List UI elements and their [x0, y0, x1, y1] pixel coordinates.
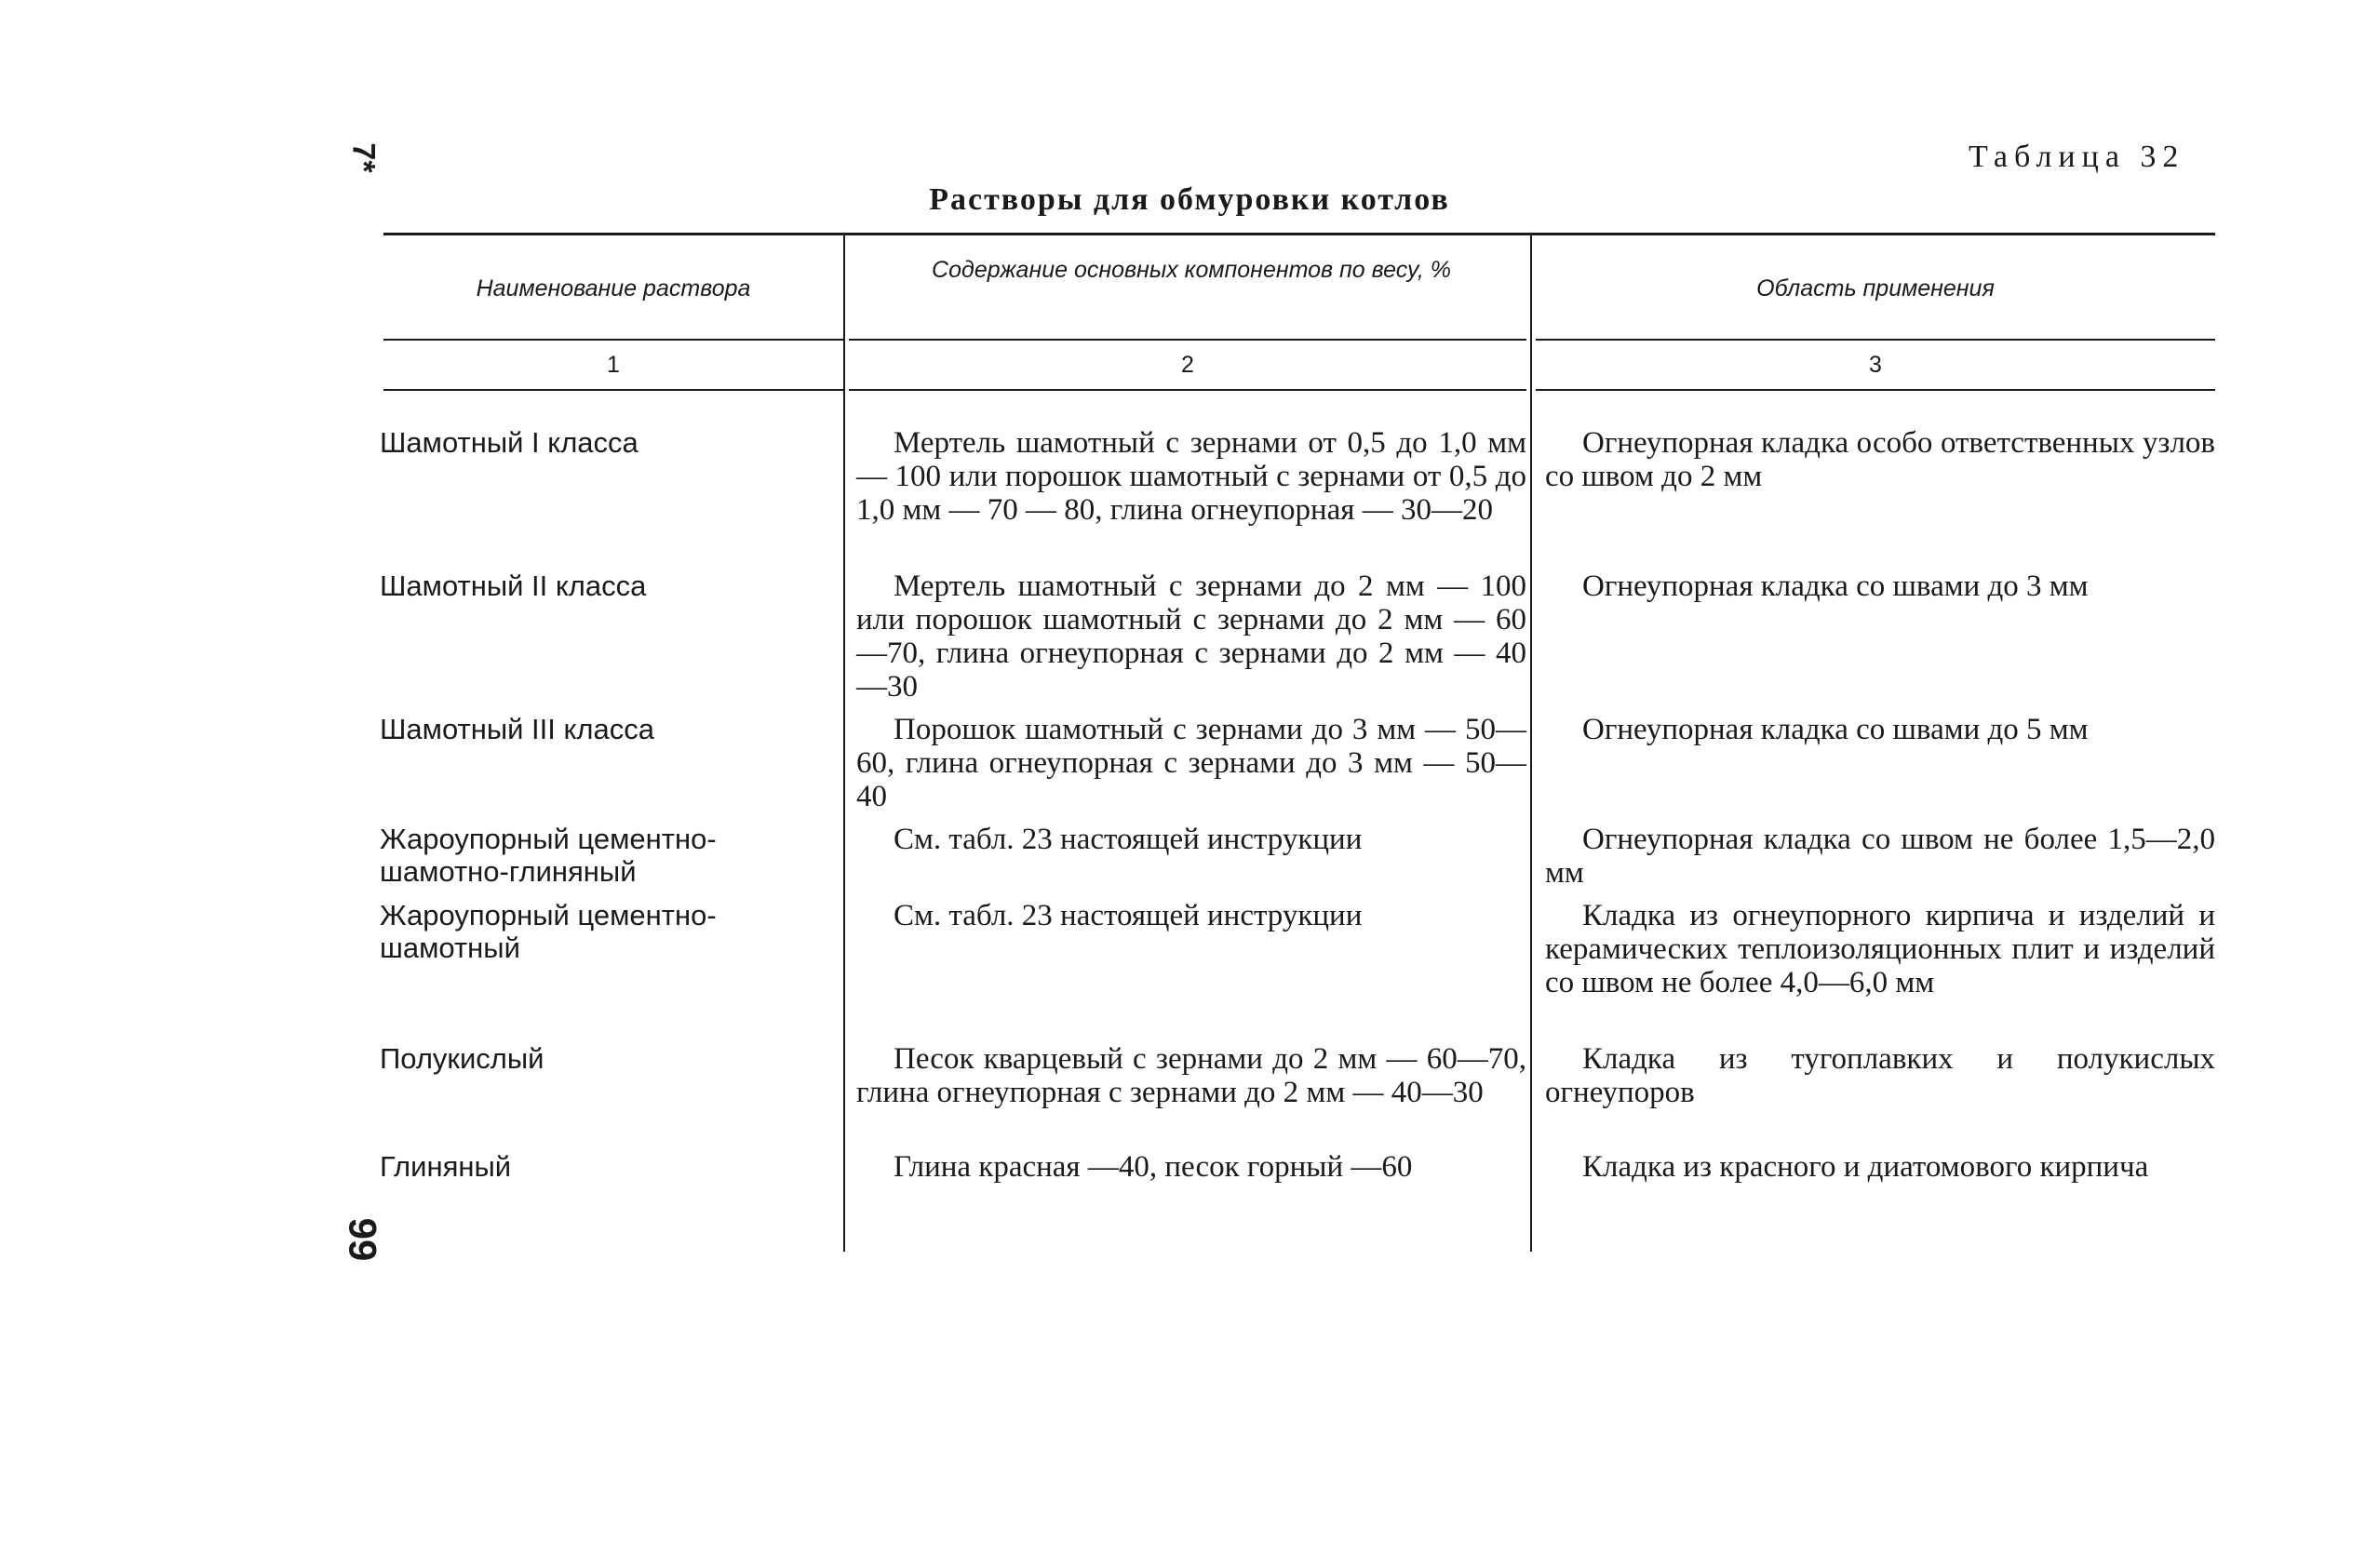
column-divider-1 [843, 235, 845, 1252]
row-7-composition: Глина красная —40, песок горный —60 [894, 1150, 1413, 1184]
row-1-composition: Мертель шамотный с зернами от 0,5 до 1,0 мм — 100 или порошок шамотный с зернами от 0,5 до 1,0 мм — 70 — 80, глина огнеупорная — 30—20 [856, 426, 1526, 527]
column-header-name: Наименование раствора [476, 275, 751, 302]
row-2-composition: Мертель шамотный с зернами до 2 мм — 100 или порошок шамотный с зернами до 2 мм — 60—70, глина огнеупорная с зернами до 2 мм — 40—30 [856, 570, 1526, 704]
row-3-name: Шамотный III класса [380, 713, 654, 745]
row-3-application: Огнеупорная кладка со швами до 5 мм [1582, 713, 2089, 746]
row-2-name: Шамотный II класса [380, 570, 647, 602]
row-7-application: Кладка из красного и диатомового кирпича [1582, 1150, 2149, 1184]
number-rule-col3 [1536, 389, 2215, 391]
table-title: Растворы для обмуровки котлов [929, 182, 1450, 217]
column-number-2: 2 [1181, 352, 1194, 378]
table-number: Таблица 32 [1969, 140, 2185, 174]
row-4-name: Жароупорный цементно-шамотно-глиняный [380, 823, 717, 888]
number-rule-col2 [849, 389, 1526, 391]
row-6-name: Полукислый [380, 1042, 544, 1075]
row-6-composition: Песок кварцевый с зернами до 2 мм — 60—70, глина огнеупорная с зернами до 2 мм — 40—30 [856, 1042, 1526, 1109]
row-4-application: Огнеупорная кладка со швом не более 1,5—2,0 мм [1545, 823, 2215, 890]
column-divider-2 [1530, 235, 1532, 1252]
column-number-1: 1 [607, 352, 620, 378]
column-number-3: 3 [1869, 352, 1882, 378]
column-header-composition: Содержание основных компонентов по весу, % [932, 257, 1451, 283]
page-number: 99 [341, 1217, 385, 1262]
header-rule-col2 [849, 339, 1526, 341]
row-5-application: Кладка из огнеупорного кирпича и изделий и керамических теплоизоляционных плит и изделий со швом не более 4,0—6,0 мм [1545, 899, 2215, 999]
row-3-composition: Порошок шамотный с зернами до 3 мм — 50—60, глина огнеупорная с зернами до 3 мм — 50—40 [856, 713, 1526, 813]
number-rule-col1 [383, 389, 843, 391]
table-top-rule [383, 233, 2215, 235]
row-4-composition: См. табл. 23 настоящей инструкции [894, 823, 1363, 856]
row-5-name: Жароупорный цементно-шамотный [380, 899, 717, 964]
row-7-name: Глиняный [380, 1150, 512, 1183]
margin-mark-top: 7* [345, 142, 382, 173]
row-1-application: Огнеупорная кладка особо ответственных узлов со швом до 2 мм [1545, 426, 2215, 493]
row-2-application: Огнеупорная кладка со швами до 3 мм [1582, 570, 2089, 603]
row-6-application: Кладка из тугоплавких и полукислых огнеупоров [1545, 1042, 2215, 1109]
header-rule-col3 [1536, 339, 2215, 341]
row-1-name: Шамотный I класса [380, 426, 638, 459]
row-5-composition: См. табл. 23 настоящей инструкции [894, 899, 1363, 932]
header-rule-col1 [383, 339, 843, 341]
column-header-application: Область применения [1756, 275, 1995, 302]
